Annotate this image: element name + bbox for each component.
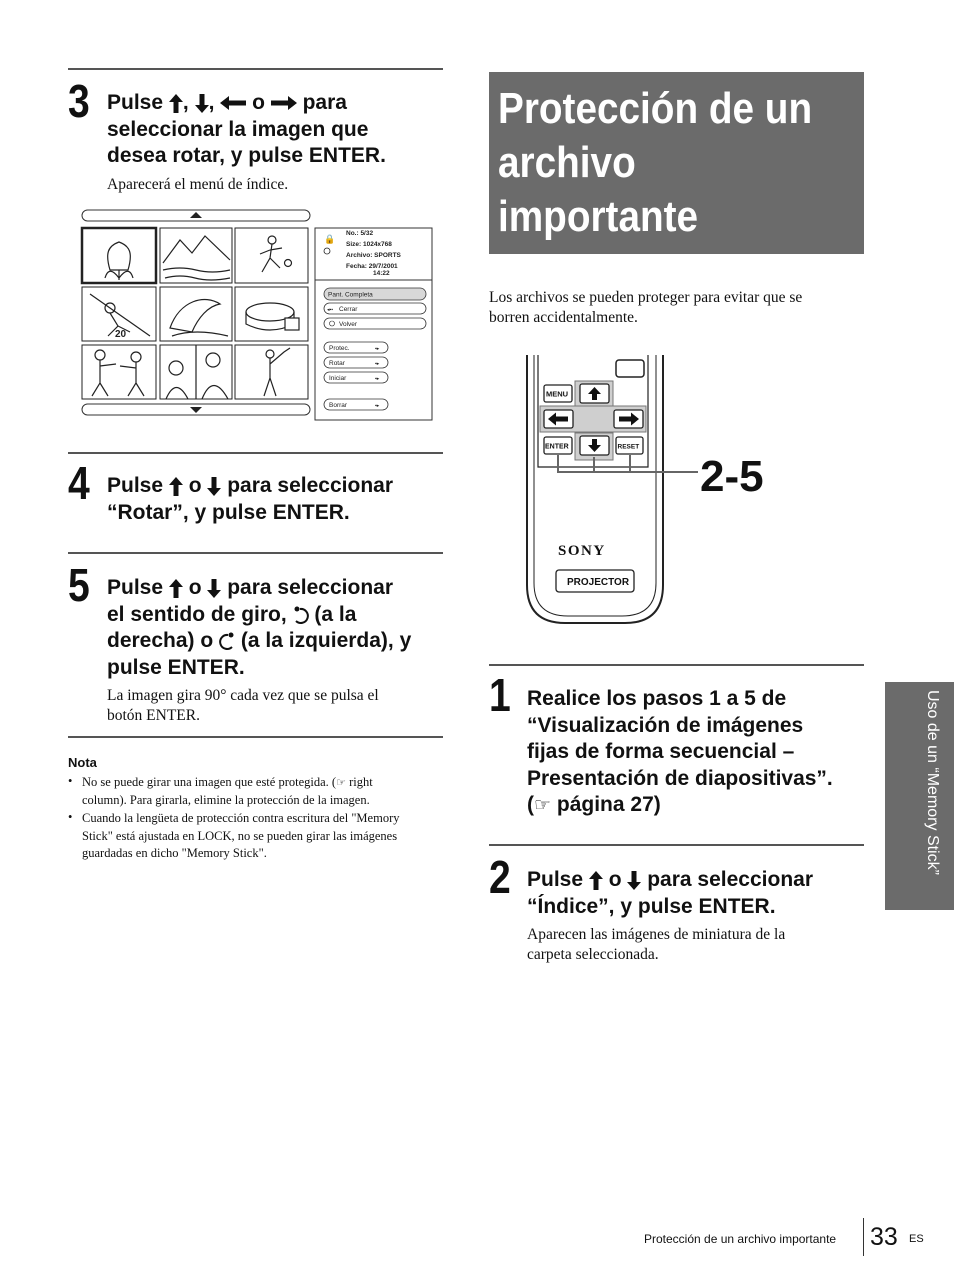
step3-title: Pulse , , o para seleccionar la imagen que desea rotar, y pulse ENTER. — [107, 91, 386, 167]
arrow-right-icon — [271, 96, 297, 110]
arrow-up-icon — [169, 94, 183, 113]
right-step1-rule — [489, 664, 864, 666]
rotate-counterclockwise-icon — [219, 632, 235, 650]
step3-rule — [68, 68, 443, 70]
arrow-down-icon — [207, 579, 221, 598]
step3-note: Aparecerá el menú de índice. — [107, 176, 289, 193]
right-step1-title: Realice los pasos 1 a 5 de “Visualización de imágenes fijas de forma secuencial – Presentación de diapositivas”. (☞ página 27) — [527, 687, 833, 816]
svg-text:Cerrar: Cerrar — [339, 306, 358, 313]
svg-text:◂▪▪: ◂▪▪ — [327, 307, 334, 313]
svg-text:▪▸: ▪▸ — [375, 376, 380, 382]
info-no: No.: 5/32 — [346, 230, 374, 237]
language-code: ES — [909, 1233, 924, 1245]
footer-section-title: Protección de un archivo importante — [644, 1232, 837, 1246]
bullet-dot: • — [68, 774, 73, 788]
step4-rule — [68, 452, 443, 454]
hand-pointer-icon: ☞ — [336, 776, 346, 789]
right-step2-note: Aparecen las imágenes de miniatura de la carpeta seleccionada. — [527, 926, 786, 963]
info-size: Size: 1024x768 — [346, 241, 392, 248]
section-title-box — [489, 72, 864, 254]
svg-text:🔒: 🔒 — [324, 234, 336, 244]
side-chapter-tab — [885, 682, 954, 910]
svg-text:Volver: Volver — [339, 321, 358, 328]
step5-rule — [68, 552, 443, 554]
step5-end-rule — [68, 736, 443, 738]
step5-number: 5 — [68, 559, 90, 611]
section-title: Protección de un archivo importante — [498, 84, 813, 241]
info-file: Archivo: SPORTS — [346, 252, 401, 259]
remote-enter-label: ENTER — [545, 443, 569, 451]
bullet-dot: • — [68, 810, 73, 824]
remote-control-illustration — [520, 355, 770, 630]
arrow-down-icon — [627, 871, 641, 890]
step5-title: Pulse o para seleccionar el sentido de giro, (a la derecha) o (a la izquierda), y pulse ENTER. — [107, 576, 412, 679]
step3-number: 3 — [68, 75, 90, 127]
arrow-up-icon — [589, 871, 603, 890]
remote-model-label: PROJECTOR — [567, 577, 630, 588]
right-step2-title: Pulse o para seleccionar “Índice”, y pulse ENTER. — [527, 868, 813, 918]
svg-text:▪▸: ▪▸ — [375, 403, 380, 409]
remote-callout-label: 2-5 — [700, 452, 764, 501]
arrow-left-icon — [220, 96, 246, 110]
info-time: 14:22 — [373, 270, 390, 277]
arrow-down-icon — [207, 477, 221, 496]
remote-brand-logo: SONY — [558, 543, 606, 559]
remote-menu-label: MENU — [546, 389, 569, 399]
right-step2-rule — [489, 844, 864, 846]
index-screen-illustration — [80, 208, 434, 422]
arrow-down-icon — [195, 94, 209, 113]
svg-text:Protec.: Protec. — [329, 345, 350, 352]
nota-item-1: No se puede girar una imagen que esté protegida. (☞ right column). Para girarla, elimine la protección de la imagen. — [82, 775, 373, 807]
info-date: Fecha: 29/7/2001 — [346, 263, 398, 270]
arrow-up-icon — [169, 477, 183, 496]
svg-text:▪▸: ▪▸ — [375, 346, 380, 352]
right-step1-number: 1 — [489, 669, 511, 721]
page-number: 33 — [870, 1223, 898, 1251]
footer-divider — [863, 1218, 864, 1256]
svg-text:▪▸: ▪▸ — [375, 361, 380, 367]
svg-text:Rotar: Rotar — [329, 360, 345, 367]
nota-item-2: Cuando la lengüeta de protección contra escritura del "Memory Stick" está ajustada en LOCK, no se pueden girar las imágenes guardadas en dicho "Memory Stick". — [82, 811, 400, 860]
arrow-up-icon — [169, 579, 183, 598]
remote-reset-label: RESET — [617, 443, 640, 451]
side-chapter-label: Uso de un “Memory Stick” — [924, 690, 941, 875]
svg-text:Pant. Completa: Pant. Completa — [328, 291, 373, 299]
rotate-clockwise-icon — [293, 606, 309, 624]
svg-text:Iniciar: Iniciar — [329, 375, 347, 382]
hand-pointer-icon: ☞ — [534, 794, 552, 816]
nota-heading: Nota — [68, 755, 97, 770]
step5-note: La imagen gira 90° cada vez que se pulsa el botón ENTER. — [107, 687, 379, 724]
step4-number: 4 — [68, 457, 90, 509]
svg-text:Borrar: Borrar — [329, 402, 348, 409]
intro-text: Los archivos se pueden proteger para evitar que se borren accidentalmente. — [489, 289, 803, 326]
step4-title: Pulse o para seleccionar “Rotar”, y pulse ENTER. — [107, 474, 393, 524]
svg-text:20: 20 — [115, 329, 127, 340]
right-step2-number: 2 — [489, 851, 511, 903]
